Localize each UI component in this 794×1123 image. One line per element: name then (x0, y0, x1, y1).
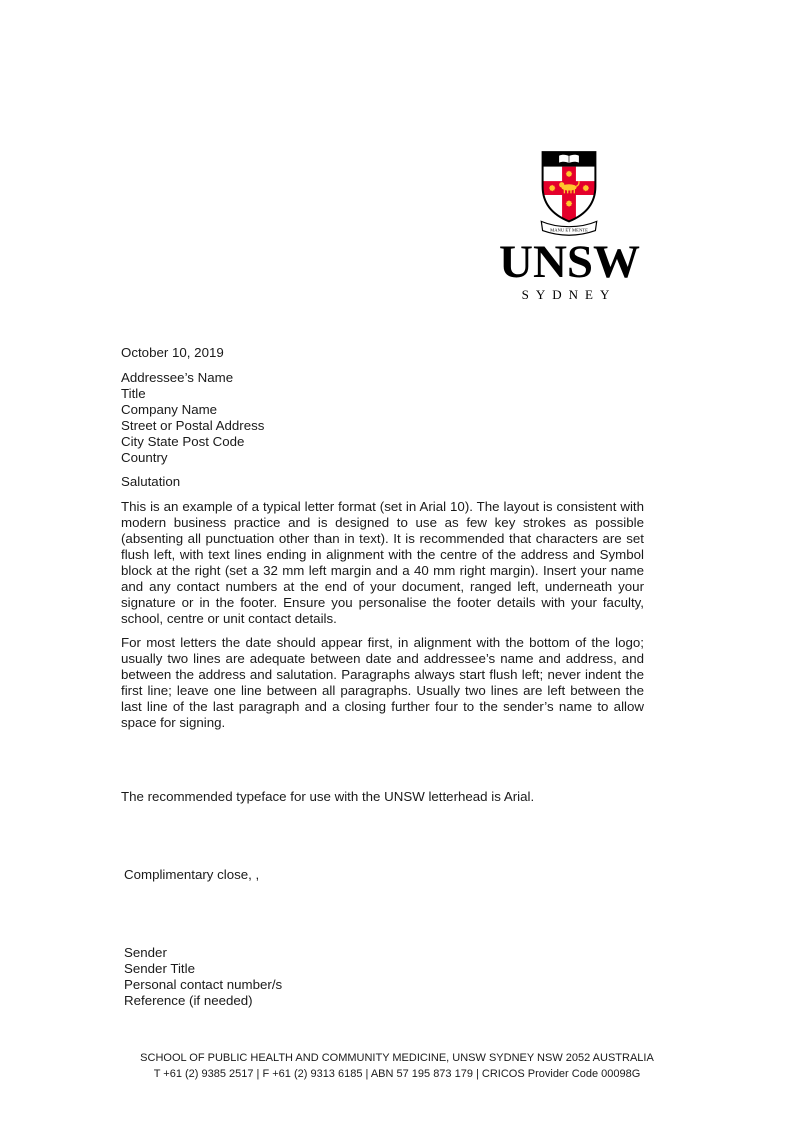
address-line-city: City State Post Code (121, 434, 245, 449)
body-paragraph-2: For most letters the date should appear first, in alignment with the bottom of the logo; usually two lines are adequate between date and addressee’s name and address, and between the address and salutation. Paragraphs always start flush left; never indent the first line; leave one line between all paragraphs. Usually two lines are left between the last line of the last paragraph and a closing further four to the sender’s name to allow space for signing. (121, 635, 644, 730)
address-block (121, 370, 644, 466)
address-line-title: Title (121, 386, 146, 401)
letter-date: October 10, 2019 (121, 345, 224, 360)
star-icon (566, 171, 573, 178)
signature-line-sender: Sender (124, 945, 167, 960)
typeface-note: The recommended typeface for use with the UNSW letterhead is Arial. (121, 789, 535, 804)
footer-line-contact: T +61 (2) 9385 2517 | F +61 (2) 9313 6185 | ABN 57 195 873 179 | CRICOS Provider Code 00098G (153, 1068, 641, 1080)
footer-line-school: SCHOOL OF PUBLIC HEALTH AND COMMUNITY MEDICINE, UNSW SYDNEY NSW 2052 AUSTRALIA (140, 1052, 654, 1064)
address-line-name: Addressee’s Name (121, 370, 234, 385)
body-paragraph-1: This is an example of a typical letter format (set in Arial 10). The layout is consistent with modern business practice and is designed to use as few key strokes as possible (absenting all punctuation other than in text). It is recommended that characters are set flush left, with text lines ending in alignment with the centre of the address and Symbol block at the right (set a 32 mm left margin and a 40 mm right margin). Insert your name and any contact numbers at the end of your document, ranged left, underneath your signature or in the footer. Ensure you personalise the footer details with your faculty, school, centre or unit contact details. (121, 499, 644, 626)
signature-line-contact: Personal contact number/s (124, 977, 283, 992)
address-line-company: Company Name (121, 402, 218, 417)
salutation: Salutation (121, 474, 181, 489)
complimentary-close: Complimentary close, , (124, 867, 260, 882)
star-icon (566, 200, 573, 207)
signature-block (121, 945, 644, 1009)
signature-line-sender-title: Sender Title (124, 961, 195, 976)
star-icon (583, 185, 590, 192)
unsw-logo (499, 150, 639, 303)
page-footer (0, 1050, 794, 1082)
address-line-street: Street or Postal Address (121, 418, 265, 433)
address-line-country: Country (121, 450, 168, 465)
unsw-wordmark: UNSW (499, 236, 641, 288)
unsw-city-label: SYDNEY (521, 287, 617, 303)
star-icon (549, 185, 556, 192)
letter-body (121, 345, 644, 1009)
signature-line-reference: Reference (if needed) (124, 993, 253, 1008)
unsw-crest-icon (536, 150, 602, 236)
crest-motto: MANU ET MENTE (550, 227, 588, 233)
